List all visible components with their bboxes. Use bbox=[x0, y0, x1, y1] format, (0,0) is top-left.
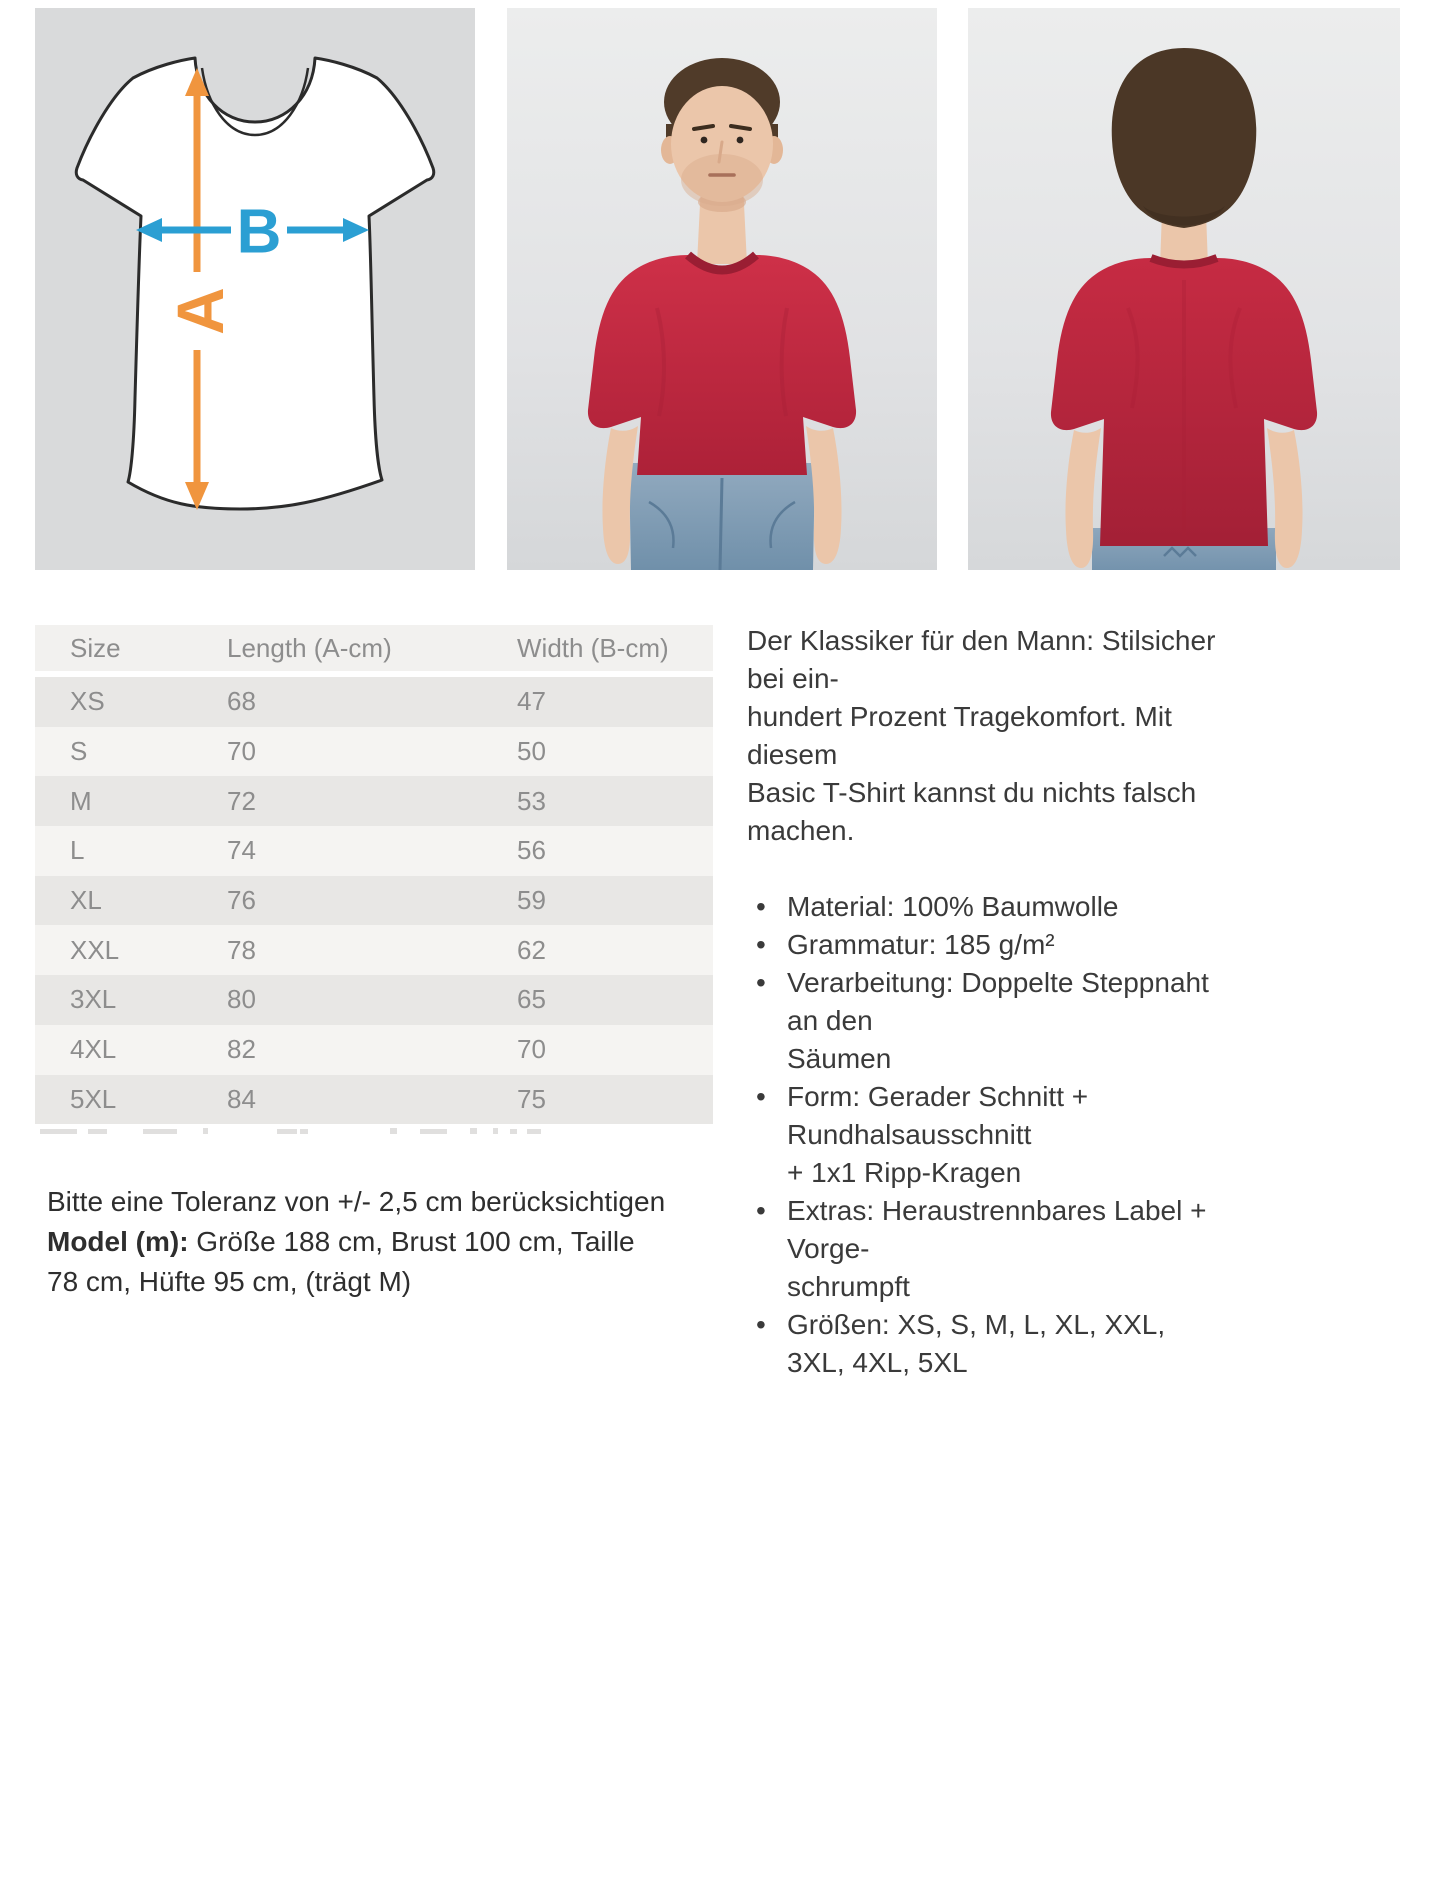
model-back-photo bbox=[968, 8, 1400, 570]
table-row bbox=[35, 975, 713, 1025]
table-cell: 84 bbox=[227, 1083, 256, 1114]
bullet-line: Säumen bbox=[787, 1043, 892, 1074]
table-row bbox=[35, 876, 713, 926]
bullet-line: Extras: Heraustrennbares Label + Vorge- bbox=[787, 1195, 1207, 1264]
table-row bbox=[35, 1075, 713, 1125]
list-item bbox=[747, 1192, 1227, 1306]
size-diagram bbox=[35, 8, 475, 570]
eye-left bbox=[701, 137, 708, 144]
table-cell: 70 bbox=[227, 736, 256, 767]
table-cell: XS bbox=[70, 686, 105, 717]
bullet-line: + 1x1 Ripp-Kragen bbox=[787, 1157, 1022, 1188]
cropped-next-table-row bbox=[35, 1128, 713, 1137]
model-measurements-line2: 78 cm, Hüfte 95 cm, (trägt M) bbox=[47, 1266, 412, 1297]
bullet-icon: • bbox=[756, 1081, 766, 1112]
eye-right bbox=[737, 137, 744, 144]
column-header-width: Width (B-cm) bbox=[517, 632, 669, 663]
table-cell: 76 bbox=[227, 885, 256, 916]
table-cell: XXL bbox=[70, 934, 120, 965]
bullet-icon: • bbox=[756, 1309, 766, 1340]
bullet-line: Größen: XS, S, M, L, XL, XXL, 3XL, 4XL, 5XL bbox=[787, 1309, 1166, 1378]
table-row bbox=[35, 826, 713, 876]
intro-line: Der Klassiker für den Mann: Stilsicher bei ein- bbox=[747, 625, 1216, 694]
table-cell: 78 bbox=[227, 934, 256, 965]
model-front-illustration bbox=[507, 8, 937, 570]
list-item bbox=[747, 964, 1227, 1078]
description-intro bbox=[747, 622, 1227, 850]
size-diagram-panel bbox=[35, 8, 475, 570]
list-item bbox=[747, 1306, 1227, 1382]
model-front-photo bbox=[507, 8, 937, 570]
table-row bbox=[35, 776, 713, 826]
table-row bbox=[35, 727, 713, 777]
table-cell: 56 bbox=[517, 835, 546, 866]
bullet-line: Material: 100% Baumwolle bbox=[787, 891, 1119, 922]
size-table bbox=[35, 625, 713, 1124]
list-item bbox=[747, 888, 1227, 926]
bullet-line: Verarbeitung: Doppelte Steppnaht an den bbox=[787, 967, 1209, 1036]
table-cell: 62 bbox=[517, 934, 546, 965]
table-cell: 82 bbox=[227, 1034, 256, 1065]
table-cell: 74 bbox=[227, 835, 256, 866]
list-item bbox=[747, 926, 1227, 964]
table-cell: 80 bbox=[227, 984, 256, 1015]
table-cell: 59 bbox=[517, 885, 546, 916]
table-cell: 75 bbox=[517, 1083, 546, 1114]
table-cell: 5XL bbox=[70, 1083, 117, 1114]
table-cell: 68 bbox=[227, 686, 256, 717]
feature-list bbox=[747, 888, 1227, 1382]
bullet-line: schrumpft bbox=[787, 1271, 910, 1302]
table-row bbox=[35, 677, 713, 727]
column-header-length: Length (A-cm) bbox=[227, 632, 392, 663]
table-cell: 47 bbox=[517, 686, 546, 717]
table-cell: XL bbox=[70, 885, 102, 916]
size-table-body bbox=[35, 677, 713, 1124]
table-cell: M bbox=[70, 785, 92, 816]
tolerance-line: Bitte eine Toleranz von +/- 2,5 cm berücksichtigen bbox=[47, 1186, 666, 1217]
intro-line: hundert Prozent Tragekomfort. Mit diesem bbox=[747, 701, 1172, 770]
bullet-line: Form: Gerader Schnitt + Rundhalsausschnitt bbox=[787, 1081, 1089, 1150]
table-header-row bbox=[35, 625, 713, 671]
arrow-b-label: B bbox=[236, 197, 282, 267]
intro-line: Basic T-Shirt kannst du nichts falsch machen. bbox=[747, 777, 1197, 846]
bullet-line: Grammatur: 185 g/m² bbox=[787, 929, 1055, 960]
stubble bbox=[681, 154, 763, 206]
bullet-icon: • bbox=[756, 1195, 766, 1226]
model-label: Model (m): bbox=[47, 1226, 189, 1257]
list-item bbox=[747, 1078, 1227, 1192]
tolerance-note bbox=[47, 1182, 687, 1302]
bullet-icon: • bbox=[756, 929, 766, 960]
table-cell: 70 bbox=[517, 1034, 546, 1065]
product-description bbox=[747, 622, 1227, 1382]
table-cell: 50 bbox=[517, 736, 546, 767]
column-header-size: Size bbox=[70, 632, 121, 663]
model-measurements: Größe 188 cm, Brust 100 cm, Taille bbox=[188, 1226, 635, 1257]
table-row bbox=[35, 1025, 713, 1075]
model-back-illustration bbox=[968, 8, 1400, 570]
table-cell: 4XL bbox=[70, 1034, 117, 1065]
table-row bbox=[35, 925, 713, 975]
table-cell: 65 bbox=[517, 984, 546, 1015]
table-cell: 3XL bbox=[70, 984, 117, 1015]
table-cell: L bbox=[70, 835, 85, 866]
table-cell: S bbox=[70, 736, 88, 767]
jeans-fly-seam bbox=[720, 478, 722, 570]
arrow-a-label: A bbox=[162, 287, 237, 335]
model-measurements-line bbox=[47, 1222, 687, 1262]
table-cell: 72 bbox=[227, 785, 256, 816]
bullet-icon: • bbox=[756, 967, 766, 998]
bullet-icon: • bbox=[756, 891, 766, 922]
table-cell: 53 bbox=[517, 785, 546, 816]
hair-back bbox=[1112, 48, 1257, 228]
